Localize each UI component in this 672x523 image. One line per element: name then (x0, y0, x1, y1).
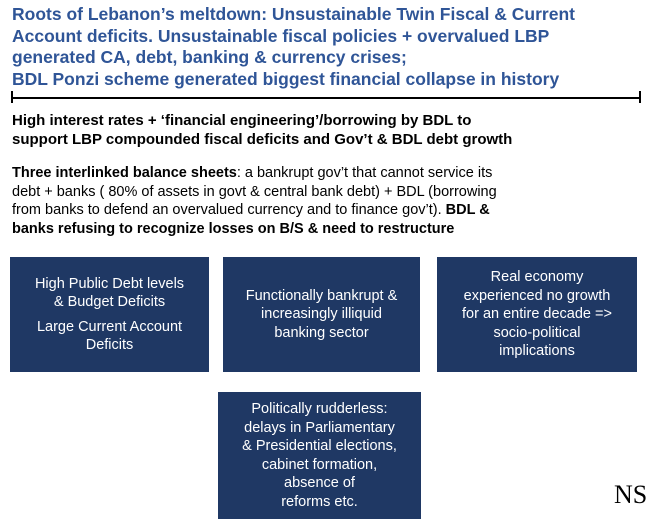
real-economy-box (437, 257, 637, 372)
paragraph-text: from banks to defend an overvalued currency and to finance gov’t). (12, 202, 446, 218)
paragraph-line: banks refusing to recognize losses on B/S & need to restructure (12, 220, 455, 237)
divider-cap-right (639, 91, 641, 103)
title-line: generated CA, debt, banking & currency crises; (12, 47, 407, 67)
title-line: Account deficits. Unsustainable fiscal policies + overvalued LBP (12, 25, 550, 46)
box-line: absence of (284, 475, 355, 491)
box-line: Deficits (85, 337, 134, 353)
subtitle (12, 111, 662, 149)
box-line: for an entire decade => (462, 306, 612, 323)
paragraph-line (12, 164, 662, 183)
paragraph-line: debt + banks ( 80% of assets in govt & central bank debt) + BDL (borrowing (12, 183, 497, 200)
title-line: BDL Ponzi scheme generated biggest financial collapse in history (12, 68, 560, 89)
box-line: banking sector (274, 324, 369, 341)
banking-sector-box (223, 257, 420, 372)
political-box (218, 392, 421, 519)
box-line: reforms etc. (281, 493, 358, 510)
box-line: experienced no growth (463, 287, 611, 304)
box-line: implications (499, 343, 575, 360)
balance-sheets-paragraph (12, 164, 662, 238)
box-line: Functionally bankrupt & (245, 287, 398, 304)
box-line: Politically rudderless: (251, 401, 388, 417)
box-line: socio-political (493, 324, 581, 341)
box-line: Real economy (490, 269, 584, 286)
debt-deficits-box (10, 257, 209, 372)
box-line: delays in Parliamentary (244, 419, 395, 436)
author-initials: NS (614, 480, 648, 509)
box-line: increasingly illiquid (261, 306, 382, 323)
slide-title (12, 4, 662, 90)
box-line: Large Current Account (36, 318, 183, 335)
paragraph-line (12, 201, 662, 220)
subtitle-line: support LBP compounded fiscal deficits and Gov’t & BDL debt growth (12, 131, 513, 148)
box-line: & Budget Deficits (53, 294, 166, 310)
subtitle-line: High interest rates + ‘financial engineering’/borrowing by BDL to (12, 112, 472, 129)
paragraph-bold-lead: Three interlinked balance sheets (12, 165, 237, 181)
box-line: cabinet formation, (261, 456, 378, 473)
box-line: & Presidential elections, (242, 438, 397, 454)
title-divider (12, 97, 640, 99)
title-line: Roots of Lebanon’s meltdown: Unsustainable Twin Fiscal & Current (12, 4, 575, 24)
paragraph-bold-text: BDL & (445, 202, 490, 218)
paragraph-text: : a bankrupt gov’t that cannot service its (236, 165, 493, 181)
box-line: High Public Debt levels (34, 275, 185, 292)
